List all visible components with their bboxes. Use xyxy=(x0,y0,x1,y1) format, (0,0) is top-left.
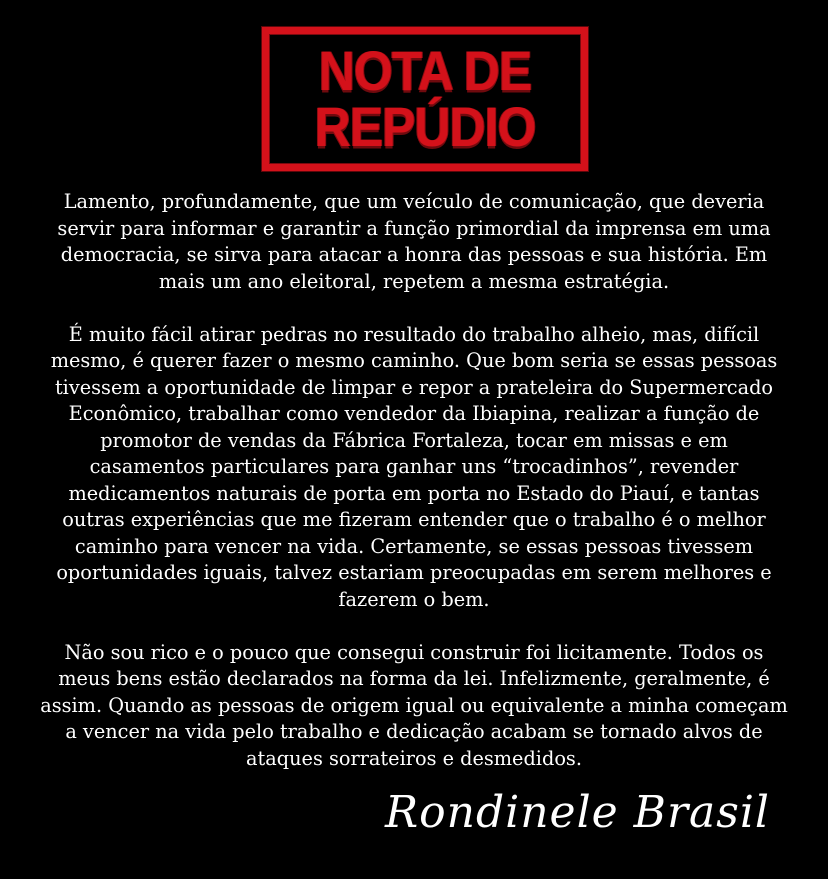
paragraph-1: Lamento, profundamente, que um veículo de comunicação, que deveria servir para informar e garantir a função primordial da imprensa em uma democracia, se sirva para atacar a honra das pessoas e sua história. Em mais um ano eleitoral, repetem a mesma estratégia. xyxy=(57,190,771,293)
stamp-line-1: NOTA DE xyxy=(318,39,532,103)
paragraph-3: Não sou rico e o pouco que consegui construir foi licitamente. Todos os meus bens estão declarados na forma da lei. Infelizmente, geralmente, é assim. Quando as pessoas de origem igual ou equivalente a minha começam a vencer na vida pelo trabalho e dedicação acabam se tornado alvos de ataques sorrateiros e desmedidos. xyxy=(40,640,788,770)
stamp-line-2: REPÚDIO xyxy=(314,95,536,159)
nota-de-repudio-stamp xyxy=(262,27,588,171)
paragraph-2: É muito fácil atirar pedras no resultado do trabalho alheio, mas, difícil mesmo, é querer fazer o mesmo caminho. Que bom seria se essas pessoas tivessem a oportunidade de limpar e repor a prateleira do Supermercado Econômico, trabalhar como vendedor da Ibiapina, realizar a função de promotor de vendas da Fábrica Fortaleza, tocar em missas e em casamentos particulares para ganhar uns “trocadinhos”, revender medicamentos naturais de porta em porta no Estado do Piauí, e tantas outras experiências que me fizeram entender que o trabalho é o melhor caminho para vencer na vida. Certamente, se essas pessoas tivessem oportunidades iguais, talvez estariam preocupadas em serem melhores e fazerem o bem. xyxy=(50,322,778,611)
signature: Rondinele Brasil xyxy=(385,787,770,838)
statement-body xyxy=(40,189,788,772)
